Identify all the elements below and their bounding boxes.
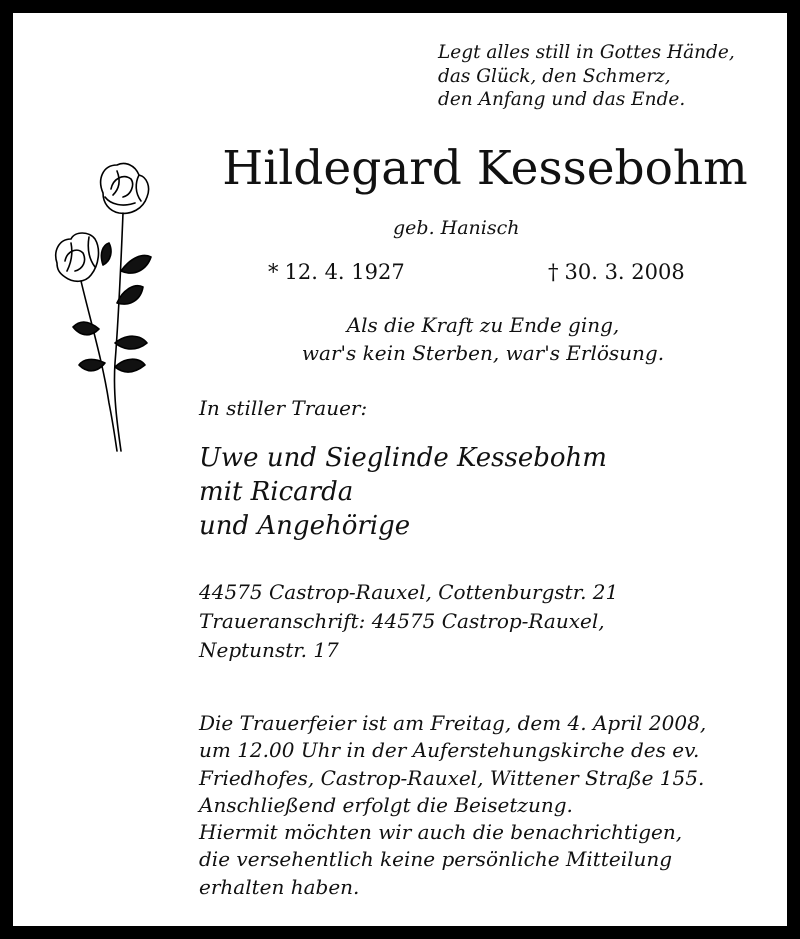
motto-line: Legt alles still in Gottes Hände,	[438, 42, 735, 63]
farewell-verse	[233, 311, 733, 367]
funeral-info	[199, 710, 706, 901]
verse-line: Als die Kraft zu Ende ging,	[346, 313, 620, 337]
birth-date-row	[268, 258, 405, 286]
funeral-line: Anschließend erfolgt die Beisetzung.	[199, 792, 573, 817]
rose-stem-upper	[114, 213, 123, 451]
death-symbol: †	[548, 260, 559, 284]
death-date-row	[548, 258, 685, 286]
address-line: Neptunstr. 17	[199, 638, 339, 662]
funeral-line: um 12.00 Uhr in der Auferstehungskirche des ev.	[199, 738, 700, 763]
funeral-line: Friedhofes, Castrop-Rauxel, Wittener Straße 155.	[199, 765, 705, 790]
verse-line: war's kein Sterben, war's Erlösung.	[301, 341, 665, 365]
mourner-line: und Angehörige	[199, 511, 411, 541]
death-date: 30. 3. 2008	[564, 260, 685, 284]
funeral-line: Die Trauerfeier ist am Freitag, dem 4. April 2008,	[199, 711, 707, 735]
rose-icon	[43, 153, 173, 453]
maiden-name: geb. Hanisch	[393, 217, 520, 239]
rose-bloom-upper	[101, 163, 149, 213]
mourners-intro: In stiller Trauer:	[199, 396, 368, 420]
address-block	[199, 578, 618, 665]
funeral-line: Hiermit möchten wir auch die benachrichtigen,	[199, 820, 683, 845]
birth-date: 12. 4. 1927	[284, 260, 405, 284]
deceased-name: Hildegard Kessebohm	[222, 141, 748, 196]
address-line: Traueranschrift: 44575 Castrop-Rauxel,	[199, 609, 605, 633]
mourner-line: mit Ricarda	[199, 477, 354, 507]
funeral-line: erhalten haben.	[199, 874, 360, 899]
funeral-line: die versehentlich keine persönliche Mitteilung	[199, 847, 673, 872]
rose-bloom-lower	[56, 233, 99, 281]
motto-verse	[438, 41, 778, 112]
birth-symbol: *	[268, 260, 279, 284]
motto-line: den Anfang und das Ende.	[438, 89, 686, 110]
address-line: 44575 Castrop-Rauxel, Cottenburgstr. 21	[199, 580, 619, 604]
mourner-line: Uwe und Sieglinde Kessebohm	[199, 443, 607, 473]
mourners-list	[199, 441, 607, 543]
motto-line: das Glück, den Schmerz,	[438, 65, 671, 87]
